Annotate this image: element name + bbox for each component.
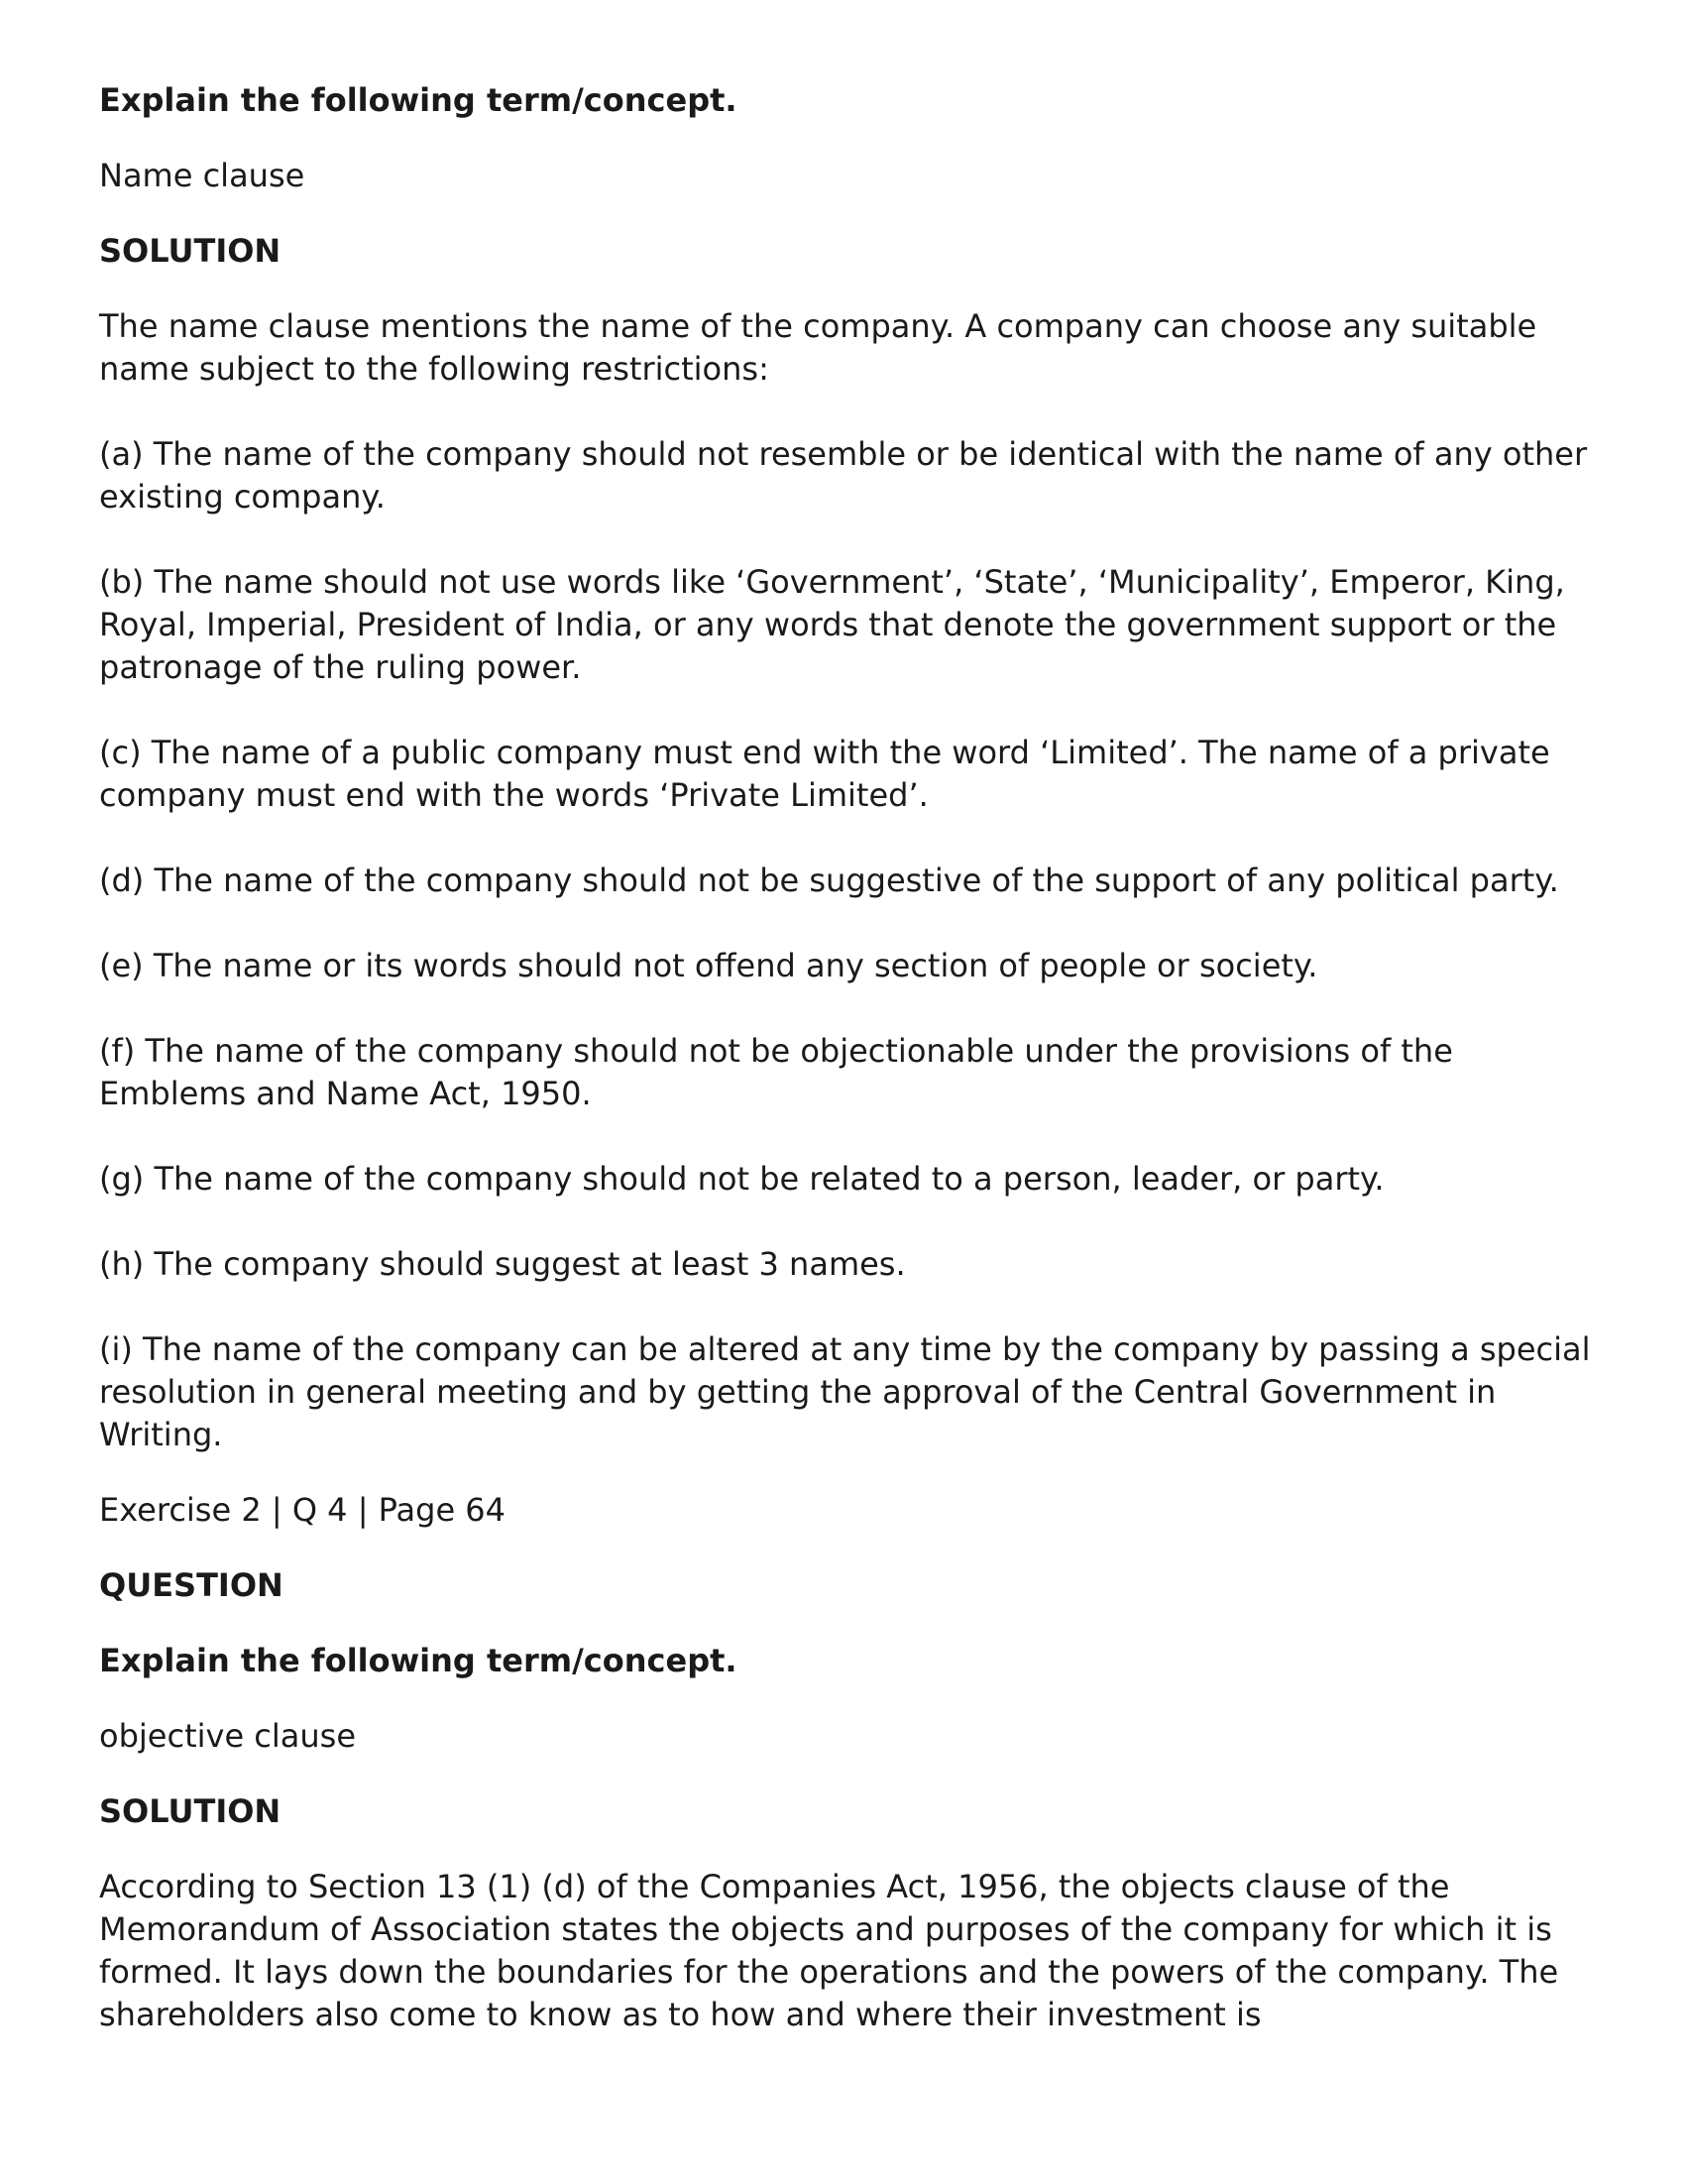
restriction-item: (c) The name of a public company must end with the word ‘Limited’. The name of a private company must end with the words ‘Private Limited’. xyxy=(99,734,1550,814)
question-heading: Explain the following term/concept. xyxy=(99,1642,737,1679)
restriction-item: (a) The name of the company should not resemble or be identical with the name of any other existing company. xyxy=(99,435,1588,516)
solution-label: SOLUTION xyxy=(99,1792,281,1830)
solution-body: According to Section 13 (1) (d) of the Companies Act, 1956, the objects clause of the Memorandum of Association states the objects and purposes of the company for which it is formed. It lays down the boundaries for the operations and the powers of the company. The shareholders also come to know as to how and where their investment is xyxy=(99,1868,1559,2033)
restriction-item: (i) The name of the company can be altered at any time by the company by passing a special resolution in general meeting and by getting the approval of the Central Government in Writing. xyxy=(99,1330,1591,1453)
question-term: Name clause xyxy=(99,157,305,194)
restriction-item: (g) The name of the company should not be related to a person, leader, or party. xyxy=(99,1160,1385,1198)
restriction-item: (b) The name should not use words like ‘Government’, ‘State’, ‘Municipality’, Emperor, King, Royal, Imperial, President of India, or any words that denote the government support or the patronage of the ruling power. xyxy=(99,563,1565,686)
document-page xyxy=(99,79,1606,2036)
restriction-item: (d) The name of the company should not be suggestive of the support of any political party. xyxy=(99,862,1559,899)
solution-label: SOLUTION xyxy=(99,232,281,270)
solution-intro: The name clause mentions the name of the company. A company can choose any suitable name subject to the following restrictions: xyxy=(99,307,1537,388)
question-label: QUESTION xyxy=(99,1566,283,1604)
exercise-reference: Exercise 2 | Q 4 | Page 64 xyxy=(99,1491,506,1529)
restriction-item: (e) The name or its words should not offend any section of people or society. xyxy=(99,947,1318,984)
restriction-item: (h) The company should suggest at least 3 names. xyxy=(99,1245,906,1283)
question-heading: Explain the following term/concept. xyxy=(99,81,737,119)
question-term: objective clause xyxy=(99,1717,357,1755)
restriction-item: (f) The name of the company should not be objectionable under the provisions of the Emblems and Name Act, 1950. xyxy=(99,1032,1453,1112)
